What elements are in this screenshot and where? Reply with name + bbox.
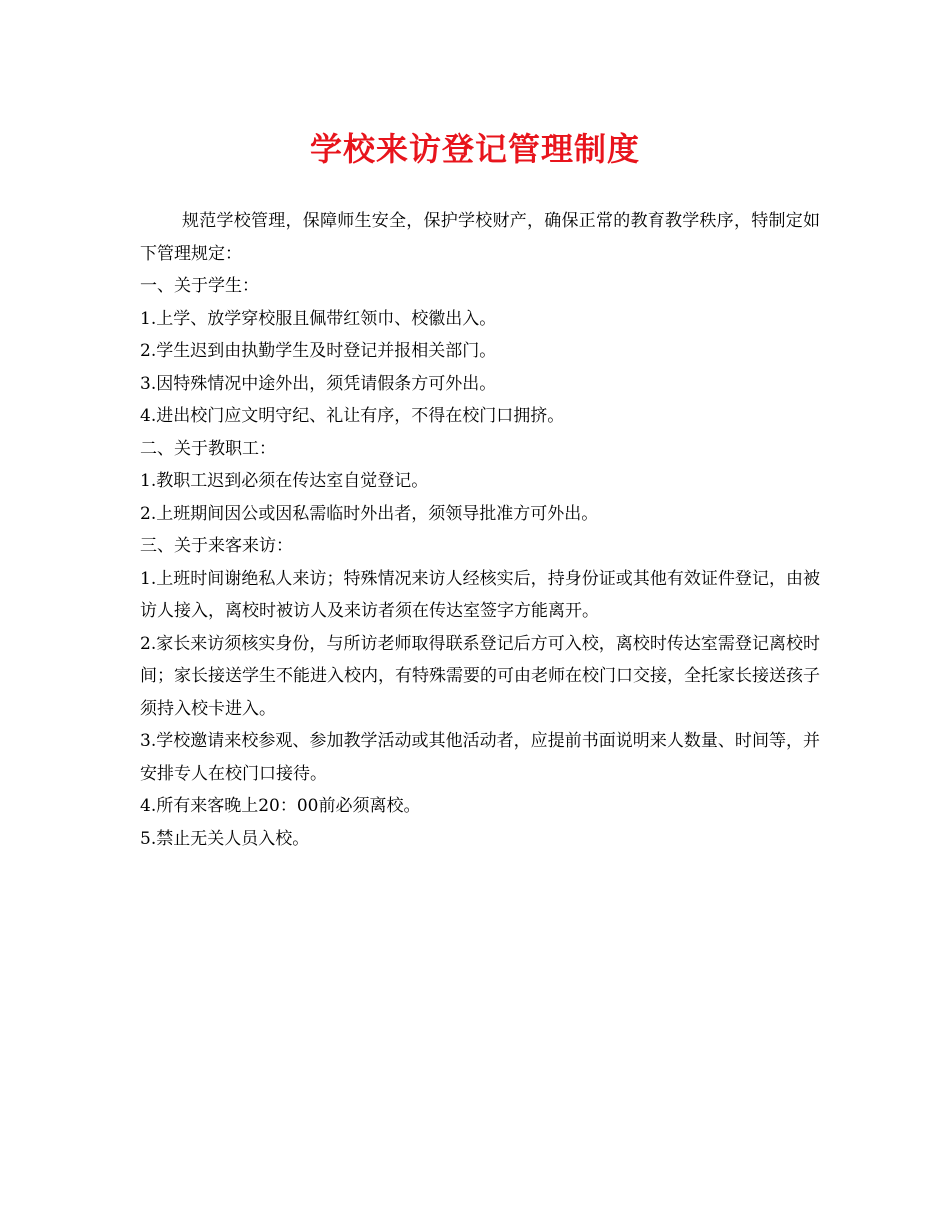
document-title: 学校来访登记管理制度 [309,130,640,168]
section-heading-students: 一、关于学生： [140,276,259,296]
list-item: 2.学生迟到由执勤学生及时登记并报相关部门。 [140,341,497,361]
list-item: 2.上班期间因公或因私需临时外出者，须领导批准方可外出。 [140,503,599,524]
list-item: 2.家长来访须核实身份，与所访老师取得联系登记后方可入校，离校时传达室需登记离校时间；家长接送学生不能进入校内，有特殊需要的可由老师在校门口交接，全托家长接送孩子须持入校卡进入。 [140,633,820,719]
list-item: 4.进出校门应文明守纪、礼让有序，不得在校门口拥挤。 [140,406,565,426]
section-heading-visitors: 三、关于来客来访： [140,536,293,556]
section-heading-staff: 二、关于教职工： [140,438,276,459]
list-item: 5.禁止无关人员入校。 [140,828,310,849]
list-item: 1.教职工迟到必须在传达室自觉登记。 [140,471,429,491]
list-item: 4.所有来客晚上20：00前必须离校。 [140,796,421,816]
list-item: 1.上班时间谢绝私人来访；特殊情况来访人经核实后，持身份证或其他有效证件登记，由被访人接入，离校时被访人及来访者须在传达室签字方能离开。 [140,568,820,621]
list-item: 1.上学、放学穿校服且佩带红领巾、校徽出入。 [140,308,497,329]
list-item: 3.学校邀请来校参观、参加教学活动或其他活动者，应提前书面说明来人数量、时间等，并安排专人在校门口接待。 [140,731,820,784]
document-body [140,205,820,855]
intro-paragraph: 规范学校管理，保障师生安全，保护学校财产，确保正常的教育教学秩序，特制定如下管理规定： [140,211,820,264]
list-item: 3.因特殊情况中途外出，须凭请假条方可外出。 [140,373,497,394]
